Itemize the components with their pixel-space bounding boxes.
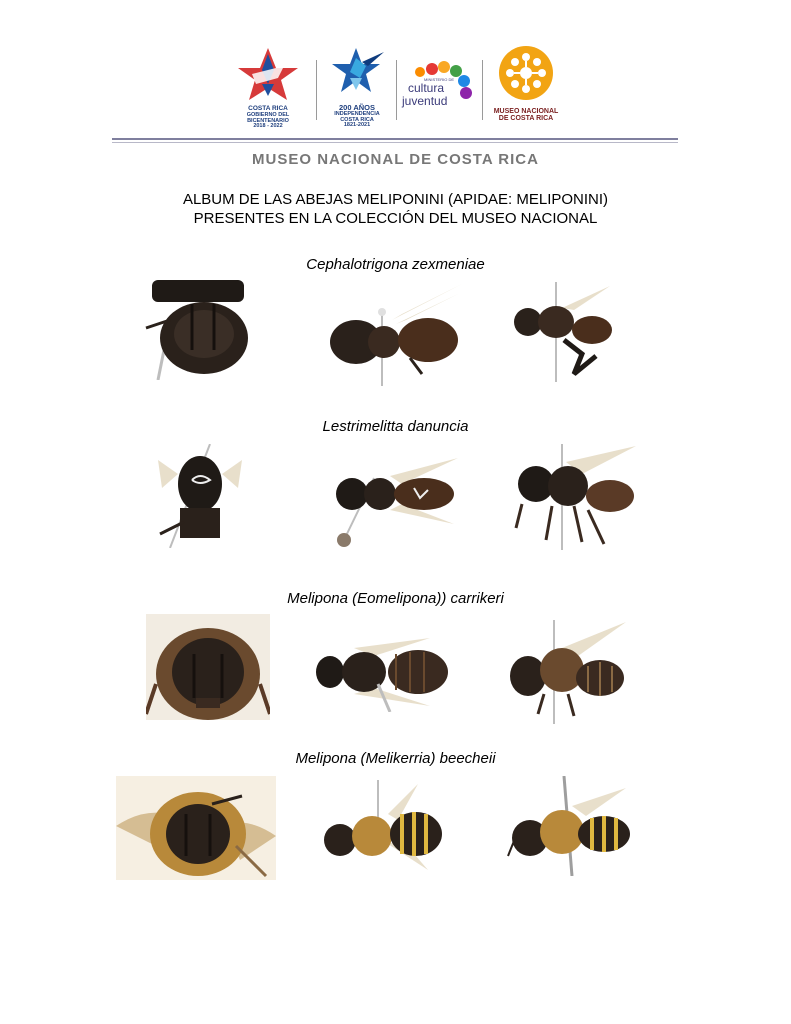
gobierno-star-icon	[226, 44, 310, 104]
header-rule	[112, 138, 678, 140]
header-rule-thin	[112, 142, 678, 143]
specimen-photo-lateral	[506, 776, 634, 876]
museo-logo-text-2: DE COSTA RICA	[498, 115, 554, 123]
album-title-line-2: PRESENTES EN LA COLECCIÓN DEL MUSEO NACIONAL	[193, 210, 598, 227]
bicentenario-logo	[322, 44, 392, 136]
ministerio-cultura-logo	[398, 44, 476, 136]
species-title-melipona-beecheii: Melipona (Melikerria) beecheii	[295, 750, 496, 767]
logo-divider	[482, 60, 483, 120]
cultura-text-3: juventud	[402, 93, 448, 108]
museo-sun-icon	[488, 44, 564, 104]
cultura-text-1: MINISTERIO DE	[424, 77, 455, 82]
specimen-photo-dorsal	[322, 282, 464, 386]
gobierno-text-3: 2018 - 2022	[253, 123, 283, 130]
bicentenario-text-4: 1821-2021	[343, 122, 371, 129]
logo-divider	[396, 60, 397, 120]
specimen-photo-lateral	[512, 282, 618, 382]
museum-name: MUSEO NACIONAL DE COSTA RICA	[252, 151, 539, 168]
species-title-lestrimelitta: Lestrimelitta danuncia	[322, 418, 469, 435]
specimen-photo-frontal	[116, 776, 276, 880]
species-title-cephalotrigona: Cephalotrigona zexmeniae	[306, 256, 485, 273]
bicentenario-text-3: COSTA RICA	[340, 116, 374, 123]
species-title-melipona-carrikeri: Melipona (Eomelipona)) carrikeri	[287, 590, 504, 607]
album-title-line-1: ALBUM DE LAS ABEJAS MELIPONINI (APIDAE: MELIPONINI)	[182, 191, 609, 208]
bicentenario-text-1: 200 AÑOS	[339, 103, 375, 112]
logo-strip	[226, 44, 566, 136]
specimen-photo-lateral	[508, 620, 628, 724]
specimen-photo-frontal	[154, 444, 246, 548]
specimen-photo-frontal	[140, 280, 252, 380]
gobierno-text-2: GOBIERNO DEL BICENTENARIO	[246, 111, 290, 124]
specimen-photo-dorsal	[330, 448, 460, 550]
bicentenario-text-2: INDEPENDENCIA	[334, 110, 380, 117]
costa-rica-gobierno-logo	[226, 44, 310, 136]
museo-logo-text-1: MUSEO NACIONAL	[493, 108, 559, 115]
gobierno-text-1: COSTA RICA	[248, 105, 288, 112]
museo-nacional-logo	[488, 44, 564, 136]
specimen-photo-frontal	[146, 614, 270, 720]
specimen-photo-dorsal	[314, 632, 454, 712]
logo-divider	[316, 60, 317, 120]
cultura-text-2: cultura	[408, 81, 445, 96]
specimen-photo-lateral	[512, 444, 636, 550]
hummingbird-star-icon	[322, 44, 392, 102]
specimen-photo-dorsal	[318, 780, 448, 880]
album-title	[0, 190, 791, 228]
